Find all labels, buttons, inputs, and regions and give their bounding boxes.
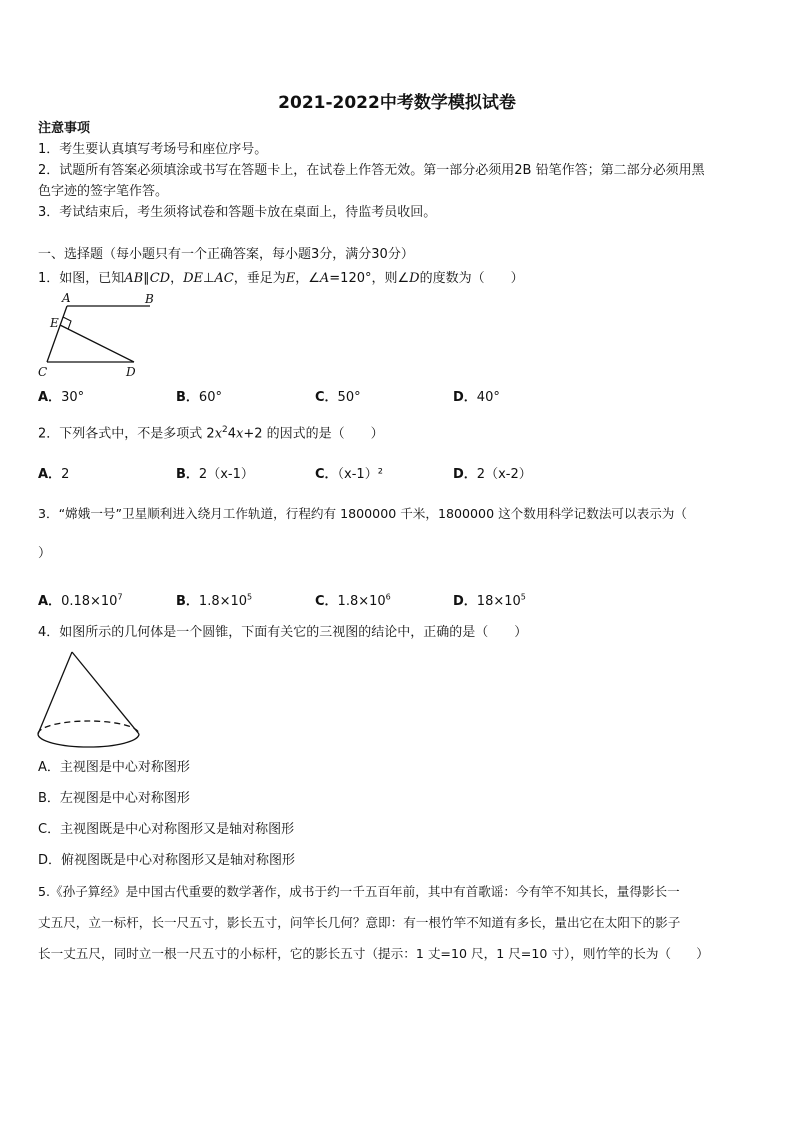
question-1-option-c[interactable]: C．50° — [315, 390, 361, 405]
section-heading: 一、选择题（每小题只有一个正确答案，每小题3分，满分30分） — [38, 247, 414, 262]
notice-heading: 注意事项 — [38, 121, 91, 136]
question-2-option-d[interactable]: D．2（x-2） — [453, 467, 532, 482]
question-3-stem: 3．“嫦娥一号”卫星顺利进入绕月工作轨道，行程约有 1800000 千米，1800000 这个数用科学记数法可以表示为（ — [38, 506, 687, 521]
label-c: C — [38, 365, 48, 379]
question-4-option-b[interactable]: B．左视图是中心对称图形 — [38, 791, 190, 806]
notice-item-2: 2．试题所有答案必须填涂或书写在答题卡上，在试卷上作答无效。第一部分必须用2B 铅笔作答；第二部分必须用黑 — [38, 163, 705, 178]
notice-item-2-cont: 色字迹的签字笔作答。 — [38, 184, 169, 199]
line-de — [60, 325, 134, 362]
question-2-option-a[interactable]: A．2 — [38, 467, 70, 482]
notice-item-1: 1．考生要认真填写考场号和座位序号。 — [38, 142, 268, 157]
question-3-option-b[interactable]: B．$1.8\times 10^5$ — [176, 592, 253, 609]
question-2-option-c[interactable]: C．（x-1）² — [315, 467, 383, 482]
question-1-option-d[interactable]: D．40° — [453, 390, 500, 405]
question-5-line-1: 5.《孙子算经》是中国古代重要的数学著作，成书于约一千五百年前，其中有首歌谣：今有竿不知其长，量得影长一 — [38, 884, 680, 899]
question-3-option-d[interactable]: D．$18\times 10^5$ — [453, 592, 526, 609]
question-2-stem: 2．下列各式中，不是多项式 $2x^24x+2$ 的因式的是（ ） — [38, 425, 384, 442]
label-b: B — [145, 292, 154, 306]
question-1-option-a[interactable]: A．30° — [38, 390, 85, 405]
label-a: A — [62, 291, 71, 305]
question-4-stem: 4．如图所示的几何体是一个圆锥，下面有关它的三视图的结论中，正确的是（ ） — [38, 625, 528, 640]
question-3-stem-cont: ） — [38, 546, 52, 561]
question-1-option-b[interactable]: B．60° — [176, 390, 222, 405]
question-1-stem: 1．如图，已知AB∥CD，DE⊥AC，垂足为E，∠A=120°，则∠D的度数为（ ） — [38, 271, 524, 286]
page-title: 2021-2022中考数学模拟试卷 — [278, 93, 516, 113]
question-4-option-c[interactable]: C．主视图既是中心对称图形又是轴对称图形 — [38, 822, 295, 837]
label-e: E — [50, 316, 59, 330]
question-5-line-3: 长一丈五尺，同时立一根一尺五寸的小标杆，它的影长五寸（提示：1 丈=10 尺，1 尺=10 寸），则竹竿的长为（ ） — [38, 946, 709, 961]
question-3-option-a[interactable]: A．$0.18\times 10^7$ — [38, 592, 123, 609]
line-ac — [47, 306, 67, 362]
question-1-figure — [30, 290, 155, 382]
question-4-cone-figure — [36, 648, 142, 752]
question-4-option-d[interactable]: D．俯视图既是中心对称图形又是轴对称图形 — [38, 853, 296, 868]
label-d: D — [126, 365, 136, 379]
cone-base-front — [38, 734, 139, 747]
question-5-line-2: 丈五尺，立一标杆，长一尺五寸，影长五寸，问竿长几何？意即：有一根竹竿不知道有多长，量出它在太阳下的影子 — [38, 915, 681, 930]
question-3-option-c[interactable]: C．$1.8\times 10^6$ — [315, 592, 391, 609]
question-2-option-b[interactable]: B．2（x-1） — [176, 467, 254, 482]
notice-item-3: 3．考试结束后，考生须将试卷和答题卡放在桌面上，待监考员收回。 — [38, 205, 437, 220]
question-4-option-a[interactable]: A．主视图是中心对称图形 — [38, 760, 190, 775]
cone-base-back — [38, 721, 139, 734]
